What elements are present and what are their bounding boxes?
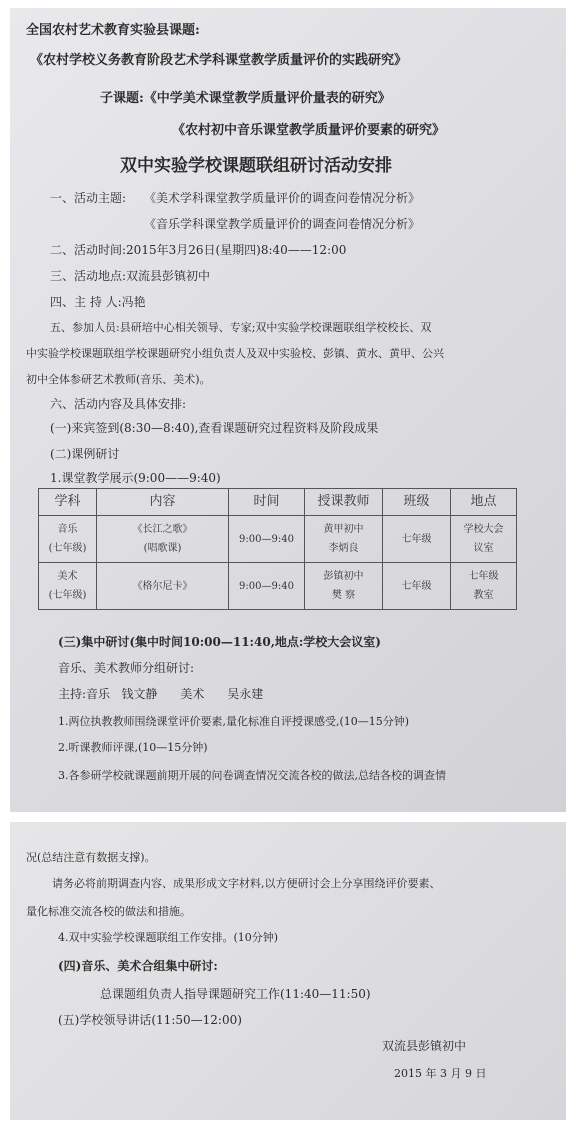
place-line-2: 教室: [473, 590, 494, 601]
lesson-heading: (二)课例研讨: [50, 447, 120, 461]
teacher-cell: [305, 516, 383, 563]
content-cell: [97, 563, 229, 610]
teacher-name: 樊 察: [331, 590, 356, 601]
please-line-1: 请务必将前期调查内容、成果形成文字材料,以方便研讨会上分享围绕评价要素、: [52, 877, 441, 890]
activity-place: 三、活动地点:双流县彭镇初中: [50, 269, 211, 283]
continuation-line: 况(总结注意有数据支撑)。: [26, 851, 156, 864]
place-cell: [451, 516, 517, 563]
content-type: (唱歌课): [143, 543, 182, 554]
content-cell: [97, 516, 229, 563]
theme-2: 《音乐学科课堂教学质量评价的调查问卷情况分析》: [144, 217, 421, 231]
project-header: 全国农村艺术教育实验县课题:: [26, 23, 200, 38]
theme-1: 《美术学科课堂教学质量评价的调查问卷情况分析》: [144, 191, 421, 205]
document-title: 双中实验学校课题联组研讨活动安排: [120, 156, 392, 176]
theme-label: 一、活动主题:: [50, 191, 127, 205]
grade-cell: 七年级: [383, 516, 451, 563]
table-header: 地点: [451, 489, 517, 516]
signature-date: 2015 年 3 月 9 日: [394, 1067, 487, 1080]
focus-heading: (三)集中研讨(集中时间10:00—11:40,地点:学校大会议室): [58, 635, 381, 649]
teacher-school: 黄甲初中: [323, 524, 364, 535]
schedule-table: [38, 488, 517, 610]
time-cell: 9:00—9:40: [229, 516, 305, 563]
place-cell: [451, 563, 517, 610]
table-row: [39, 563, 517, 610]
content-title: 《格尔尼卡》: [132, 580, 193, 592]
participants-line-2: 中实验学校课题联组学校课题研究小组负责人及双中实验校、彭镇、黄水、黄甲、公兴: [26, 347, 444, 360]
item-4: 4.双中实验学校课题联组工作安排。(10分钟): [58, 931, 279, 944]
place-line-1: 七年级: [468, 571, 499, 582]
table-header: 班级: [383, 489, 451, 516]
table-header-row: [39, 489, 517, 516]
table-header: 学科: [39, 489, 97, 516]
signin-item: (一)来宾签到(8:30—8:40),查看课题研究过程资料及阶段成果: [50, 421, 379, 435]
grade-cell: 七年级: [383, 563, 451, 610]
table-row: [39, 516, 517, 563]
table-header: 时间: [229, 489, 305, 516]
content-title: 《长江之歌》: [132, 524, 193, 535]
subject: 音乐: [57, 524, 78, 535]
group-heading: 音乐、美术教师分组研讨:: [58, 661, 195, 675]
item-1: 1.两位执教教师围绕课堂评价要素,量化标准自评授课感受,(10—15分钟): [58, 715, 410, 728]
subject-grade: (七年级): [48, 590, 87, 601]
please-line-2: 量化标准交流各校的做法和措施。: [26, 905, 191, 918]
part-4-heading: (四)音乐、美术合组集中研讨:: [58, 959, 218, 973]
teacher-school: 彭镇初中: [323, 571, 364, 582]
teacher-name: 李炳良: [328, 543, 359, 554]
subtopic-2: 《农村初中音乐课堂教学质量评价要素的研究》: [172, 123, 446, 138]
time-cell: 9:00—9:40: [229, 563, 305, 610]
signature-school: 双流县彭镇初中: [382, 1039, 467, 1053]
subject-grade: (七年级): [48, 543, 87, 554]
activity-time: 二、活动时间:2015年3月26日(星期四)8:40——12:00: [50, 243, 347, 257]
moderators: 主持:音乐 钱文静 美术 吴永建: [58, 687, 264, 701]
arrangement-heading: 六、活动内容及具体安排:: [50, 397, 187, 411]
subject-cell: [39, 563, 97, 610]
item-2: 2.听课教师评课,(10—15分钟): [58, 741, 208, 754]
table-header: 内容: [97, 489, 229, 516]
participants-line-3: 初中全体参研艺术教师(音乐、美术)。: [26, 373, 211, 386]
subject: 美术: [57, 571, 78, 582]
table-header: 授课教师: [305, 489, 383, 516]
part-5-heading: (五)学校领导讲话(11:50—12:00): [58, 1013, 242, 1027]
participants-line-1: 五、参加人员:县研培中心相关领导、专家;双中实验学校课题联组学校校长、双: [50, 321, 432, 334]
document-page-1: [10, 8, 566, 812]
guide-line: 总课题组负责人指导课题研究工作(11:40—11:50): [100, 987, 371, 1001]
place-line-2: 议室: [473, 543, 494, 554]
project-title: 《农村学校义务教育阶段艺术学科课堂教学质量评价的实践研究》: [30, 53, 408, 68]
teacher-cell: [305, 563, 383, 610]
subject-cell: [39, 516, 97, 563]
document-page-2: [10, 822, 566, 1120]
activity-host: 四、主 持 人:冯艳: [50, 295, 146, 309]
item-3: 3.各参研学校就课题前期开展的问卷调查情况交流各校的做法,总结各校的调查情: [58, 769, 446, 782]
place-line-1: 学校大会: [463, 524, 504, 535]
display-heading: 1.课堂教学展示(9:00——9:40): [50, 471, 221, 485]
subtopic-1: 子课题:《中学美术课堂教学质量评价量表的研究》: [100, 91, 391, 106]
